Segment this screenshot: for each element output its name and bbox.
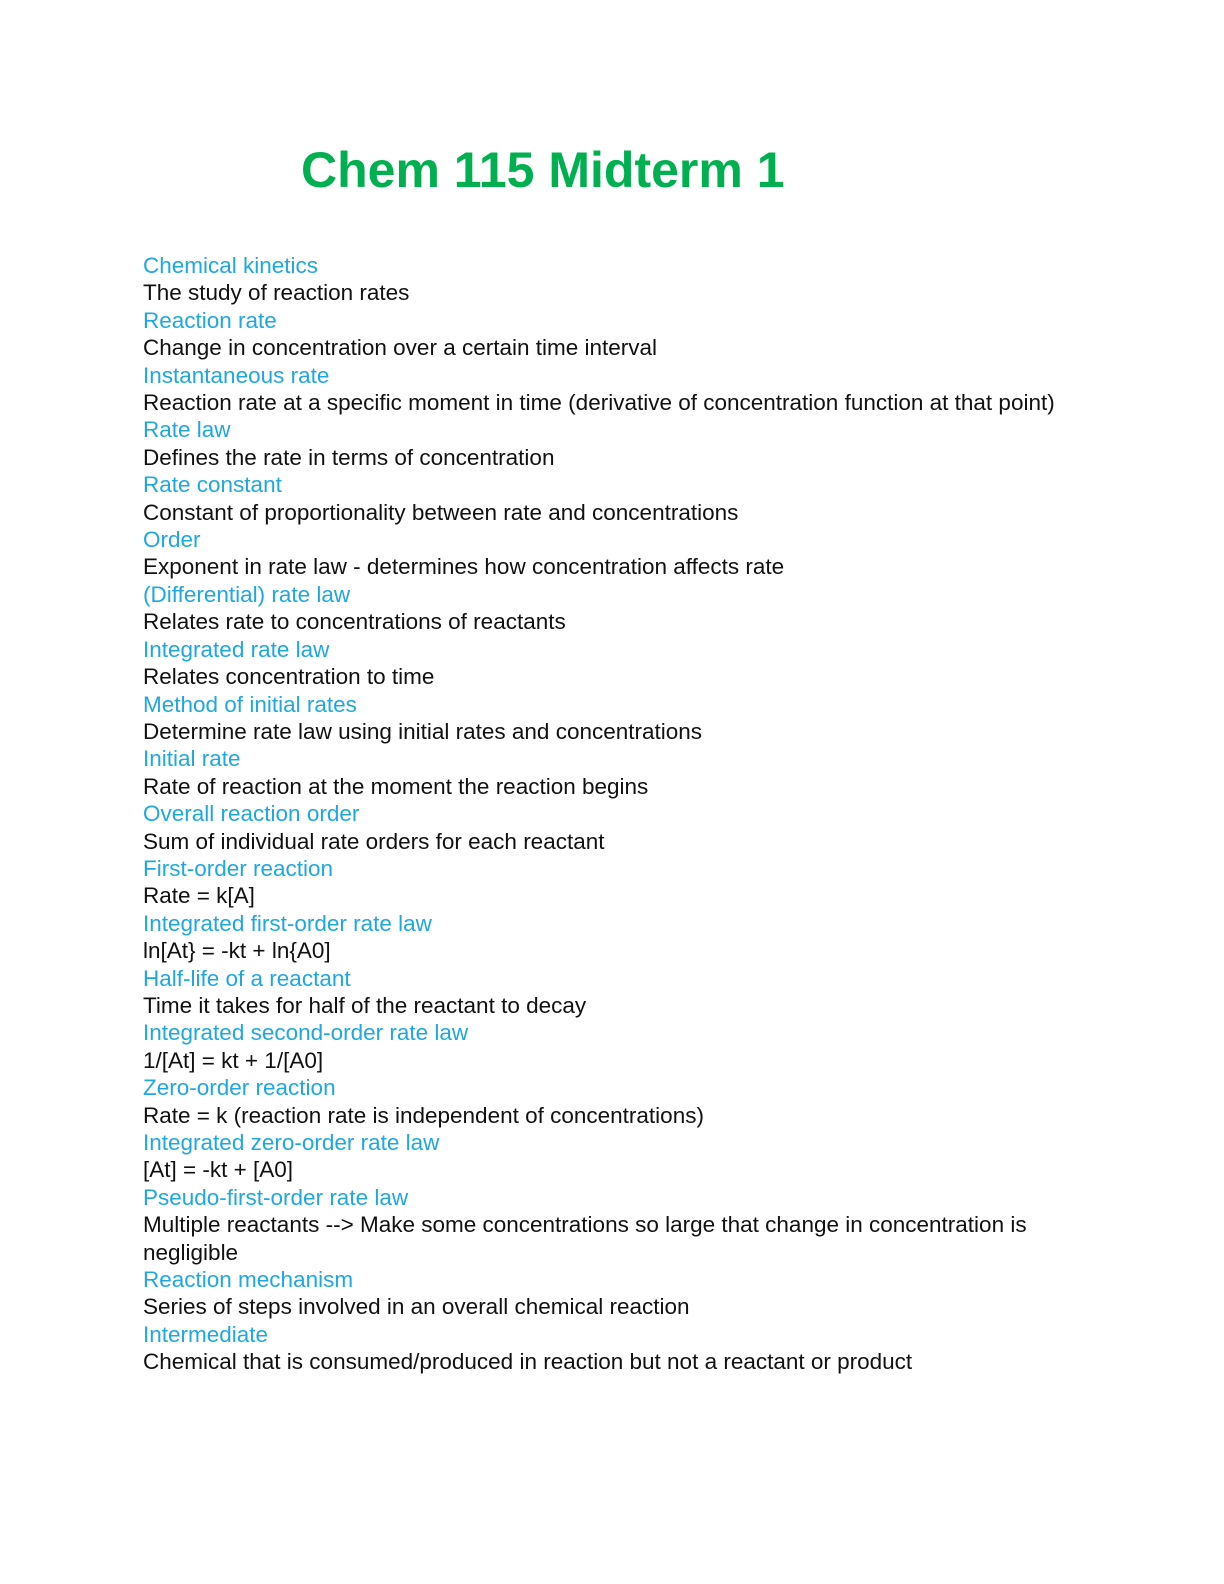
glossary-term: Half-life of a reactant [143,965,351,991]
glossary-entry [143,800,1073,855]
glossary-entry [143,1184,1073,1266]
glossary-entry [143,965,1073,1020]
glossary-term: Overall reaction order [143,801,360,827]
glossary-term: Intermediate [143,1321,269,1347]
glossary-term: Integrated first-order rate law [143,910,432,936]
glossary-entry [143,1321,1073,1376]
glossary-term: (Differential) rate law [143,581,351,607]
glossary-definition: [At] = -kt + [A0] [143,1157,294,1183]
glossary-entry [143,526,1073,581]
glossary-term: Integrated zero-order rate law [143,1130,440,1155]
glossary-term: Integrated second-order rate law [143,1020,469,1046]
glossary-term: Rate constant [143,472,282,498]
glossary-entry [143,362,1073,417]
glossary-entry [143,691,1073,746]
glossary-definition: Rate = k[A] [143,883,255,909]
glossary-entry [143,307,1073,362]
glossary-term: Method of initial rates [143,691,357,717]
glossary-definition: Relates concentration to time [143,664,435,690]
glossary-term: Integrated rate law [143,636,330,662]
glossary-entry [143,416,1073,471]
glossary-definition: 1/[At] = kt + 1/[A0] [143,1047,324,1073]
page-title: Chem 115 Midterm 1 [301,142,785,198]
glossary-definition: Defines the rate in terms of concentration [143,444,555,470]
glossary-entry [143,745,1073,800]
glossary-term: Chemical kinetics [143,253,319,278]
glossary-definition: Series of steps involved in an overall chemical reaction [143,1294,690,1320]
glossary-entry [143,1266,1073,1321]
glossary-definition: Rate of reaction at the moment the reaction begins [143,773,649,799]
glossary-definition: Multiple reactants --> Make some concentrations so large that change in concentration is negligible [143,1212,1027,1265]
glossary-definition: Rate = k (reaction rate is independent of concentrations) [143,1102,704,1128]
glossary-entry [143,252,1073,307]
glossary-term: Initial rate [143,746,241,772]
glossary-term: First-order reaction [143,855,334,881]
glossary-definition: The study of reaction rates [143,280,410,306]
glossary-definition: Chemical that is consumed/produced in reaction but not a reactant or product [143,1349,913,1375]
glossary-entry [143,1074,1073,1129]
glossary-term: Pseudo-first-order rate law [143,1184,409,1210]
glossary-term: Order [143,527,201,553]
glossary-definition: Reaction rate at a specific moment in time (derivative of concentration function at that point) [143,390,1055,416]
glossary-definition: Change in concentration over a certain time interval [143,335,658,361]
glossary-entry [143,1129,1073,1184]
glossary-term: Reaction mechanism [143,1267,354,1293]
glossary-definition: ln[At} = -kt + ln{A0] [143,938,331,964]
glossary-definition: Exponent in rate law - determines how concentration affects rate [143,554,785,580]
glossary-entry [143,471,1073,526]
glossary-entry [143,636,1073,691]
glossary-definition: Sum of individual rate orders for each reactant [143,828,605,854]
glossary-entry [143,1019,1073,1074]
glossary-term: Rate law [143,417,231,443]
glossary-entry [143,581,1073,636]
glossary-definition: Relates rate to concentrations of reactants [143,609,566,635]
glossary-entry [143,910,1073,965]
glossary-term: Reaction rate [143,307,277,333]
glossary-definition: Determine rate law using initial rates and concentrations [143,718,703,744]
glossary-term: Instantaneous rate [143,362,330,388]
glossary-entry [143,855,1073,910]
glossary-definition: Constant of proportionality between rate and concentrations [143,499,739,525]
glossary-definition: Time it takes for half of the reactant to decay [143,992,587,1018]
glossary-term: Zero-order reaction [143,1075,336,1101]
glossary-list [143,252,1073,1376]
